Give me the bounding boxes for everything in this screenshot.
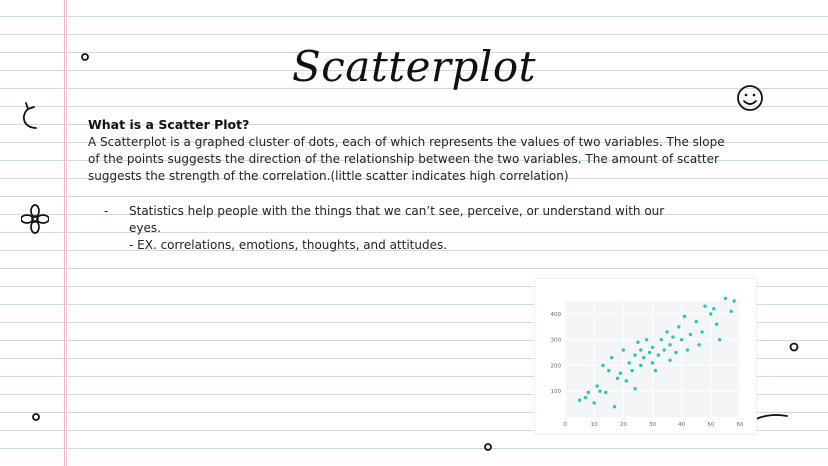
scatter-point [689,333,692,336]
scatter-point [674,351,677,354]
x-tick-label: 60 [736,422,744,428]
scatter-point [636,341,639,344]
dash-doodle [754,410,790,424]
scatter-point [592,401,595,404]
scatter-point [712,307,715,310]
circle-doodle [482,441,494,453]
x-tick-label: 10 [590,422,598,428]
definition-block [88,116,728,185]
scatter-point [671,335,674,338]
scatter-point [724,297,727,300]
scatter-point [660,338,663,341]
scatter-point [578,399,581,402]
scatter-point [686,348,689,351]
scatter-point [668,359,671,362]
scatter-chart-card [535,279,756,434]
bullet-text: Statistics help people with the things that we can’t see, perceive, or understand with our eyes. [129,204,665,235]
scatter-point [601,364,604,367]
scatter-point [662,348,665,351]
bullet-marker: - [104,204,109,218]
scatter-point [700,330,703,333]
y-tick-label: 300 [550,337,561,344]
scatter-point [584,396,587,399]
scatter-point [639,348,642,351]
undo-arrow-icon [18,100,44,134]
scatter-point [651,346,654,349]
scatter-chart [535,279,756,434]
scatter-point [732,299,735,302]
scatter-point [665,330,668,333]
scatter-point [668,343,671,346]
scatter-point [697,343,700,346]
definition-text: A Scatterplot is a graphed cluster of dots, each of which represents the values of two variables. The slope of the points suggests the direction of the relationship between the two variables. The amount of scatter suggests the strength of the correlation.(little scatter indicates high correlation) [88,135,725,183]
scatter-point [607,369,610,372]
x-tick-label: 50 [707,422,715,428]
scatter-point [598,390,601,393]
scatter-point [677,325,680,328]
scatter-point [645,338,648,341]
scatter-point [709,312,712,315]
circle-doodle [30,411,42,423]
scatter-point [595,384,598,387]
x-tick-label: 30 [649,422,656,428]
scatter-point [630,369,633,372]
y-tick-label: 200 [550,363,561,370]
scatter-point [715,323,718,326]
scatter-point [613,405,616,408]
scatter-point [651,361,654,364]
scatter-point [587,391,590,394]
scatter-point [625,379,628,382]
scatter-point [648,351,651,354]
scatter-point [622,348,625,351]
slide-title: Scatterplot [291,42,536,91]
scatter-point [718,338,721,341]
scatter-point [695,320,698,323]
scatter-point [703,304,706,307]
bullet-subtext: - EX. correlations, emotions, thoughts, and attitudes. [129,238,448,252]
scatter-point [657,353,660,356]
flower-icon [21,204,49,234]
x-tick-label: 40 [678,422,686,428]
scatter-point [633,353,636,356]
scatter-point [633,387,636,390]
question-heading: What is a Scatter Plot? [88,117,250,132]
scatter-point [627,361,630,364]
scatter-point [619,371,622,374]
scatter-point [683,315,686,318]
scatter-point [654,369,657,372]
y-tick-label: 100 [550,389,561,396]
scatter-point [610,356,613,359]
scatter-point [616,377,619,380]
scatter-point [680,338,683,341]
scatter-point [730,310,733,313]
y-tick-label: 400 [550,311,561,318]
x-tick-label: 20 [619,422,627,428]
scatter-point [604,391,607,394]
x-tick-label: 0 [563,422,567,428]
circle-doodle [788,341,800,353]
scatter-point [642,356,645,359]
scatter-point [639,364,642,367]
